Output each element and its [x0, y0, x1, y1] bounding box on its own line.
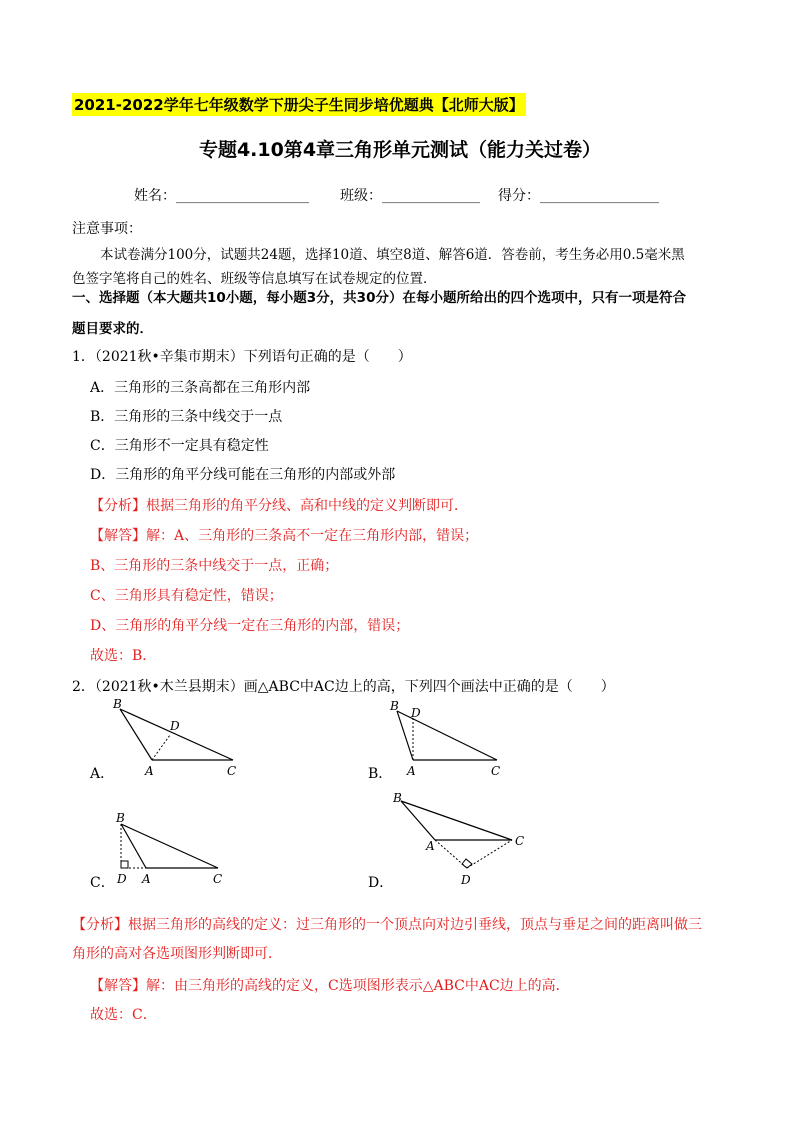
page-title: 专题4.10第4章三角形单元测试（能力关过卷）: [198, 139, 602, 161]
q2-analysis-1: 【分析】根据三角形的高线的定义：过三角形的一个顶点向对边引垂线，顶点与垂足之间的距离叫做三: [72, 917, 702, 933]
q1-option-b: B．三角形的三条中线交于一点: [90, 409, 283, 425]
q2a-label-b: B: [113, 697, 122, 711]
q2-figure-b: [385, 695, 515, 780]
q2a-label-a: A: [145, 764, 154, 778]
q1-option-c: C．三角形不一定具有稳定性: [90, 438, 269, 454]
q2-stem: 2．（2021秋•木兰县期末）画△ABC中AC边上的高，下列四个画法中正确的是（ ）: [72, 679, 615, 695]
q1-analysis: 【分析】根据三角形的角平分线、高和中线的定义判断即可．: [90, 498, 468, 514]
q2b-label-d: D: [411, 706, 421, 720]
notice-line-1: 本试卷满分100分，试题共24题，选择10道、填空8道、解答6道．答卷前，考生务必用0.5毫米黑: [100, 247, 685, 263]
q2a-label-d: D: [170, 719, 180, 733]
q2-analysis-2: 角形的高对各选项图形判断即可．: [72, 946, 282, 962]
q2-option-a-label: A．: [90, 766, 115, 782]
q1-solution-3: C、三角形具有稳定性，错误；: [90, 588, 283, 604]
class-field: 班级：______________: [340, 188, 480, 204]
q2-option-c-label: C．: [90, 875, 115, 891]
q1-solution-2: B、三角形的三条中线交于一点，正确；: [90, 558, 339, 574]
q2d-label-d: D: [461, 873, 471, 887]
series-banner: 2021-2022学年七年级数学下册尖子生同步培优题典【北师大版】: [72, 93, 526, 116]
q1-stem: 1．（2021秋•辛集市期末）下列语句正确的是（ ）: [72, 349, 412, 365]
q2d-label-b: B: [393, 791, 402, 805]
q1-option-d: D．三角形的角平分线可能在三角形的内部或外部: [90, 467, 396, 483]
q1-answer: 故选：B．: [90, 648, 157, 664]
q2-solution: 【解答】解：由三角形的高线的定义，C选项图形表示△ABC中AC边上的高．: [90, 978, 570, 994]
q2c-label-a: A: [142, 872, 151, 886]
q2d-label-a: A: [426, 839, 435, 853]
q2b-label-a: A: [407, 764, 416, 778]
score-field: 得分：_________________: [498, 188, 659, 204]
q2a-label-c: C: [227, 764, 237, 778]
q1-option-a: A．三角形的三条高都在三角形内部: [90, 380, 311, 396]
notice-heading: 注意事项：: [72, 221, 142, 237]
section-heading-2: 题目要求的．: [72, 321, 153, 337]
q2c-label-c: C: [213, 872, 223, 886]
q2-figure-c: [108, 808, 238, 888]
q1-solution-4: D、三角形的角平分线一定在三角形的内部，错误；: [90, 618, 410, 634]
q2c-label-d: D: [117, 872, 127, 886]
q1-solution-1: 【解答】解：A、三角形的三条高不一定在三角形内部，错误；: [90, 528, 479, 544]
q2b-label-b: B: [390, 699, 399, 713]
q2-answer: 故选：C．: [90, 1007, 157, 1023]
q2-option-d-label: D．: [368, 875, 394, 891]
q2-figure-a: [108, 695, 248, 780]
q2-figure-d: [385, 790, 535, 890]
section-heading-1: 一、选择题（本大题共10小题，每小题3分，共30分）在每小题所给出的四个选项中，只有一项是符合: [72, 290, 686, 306]
q2-option-b-label: B．: [368, 766, 393, 782]
name-field: 姓名：___________________: [134, 188, 309, 204]
notice-line-2: 色签字笔将自己的姓名、班级等信息填写在试卷规定的位置．: [72, 271, 437, 287]
q2d-label-c: C: [515, 834, 525, 848]
q2c-label-b: B: [116, 811, 125, 825]
q2b-label-c: C: [491, 764, 501, 778]
